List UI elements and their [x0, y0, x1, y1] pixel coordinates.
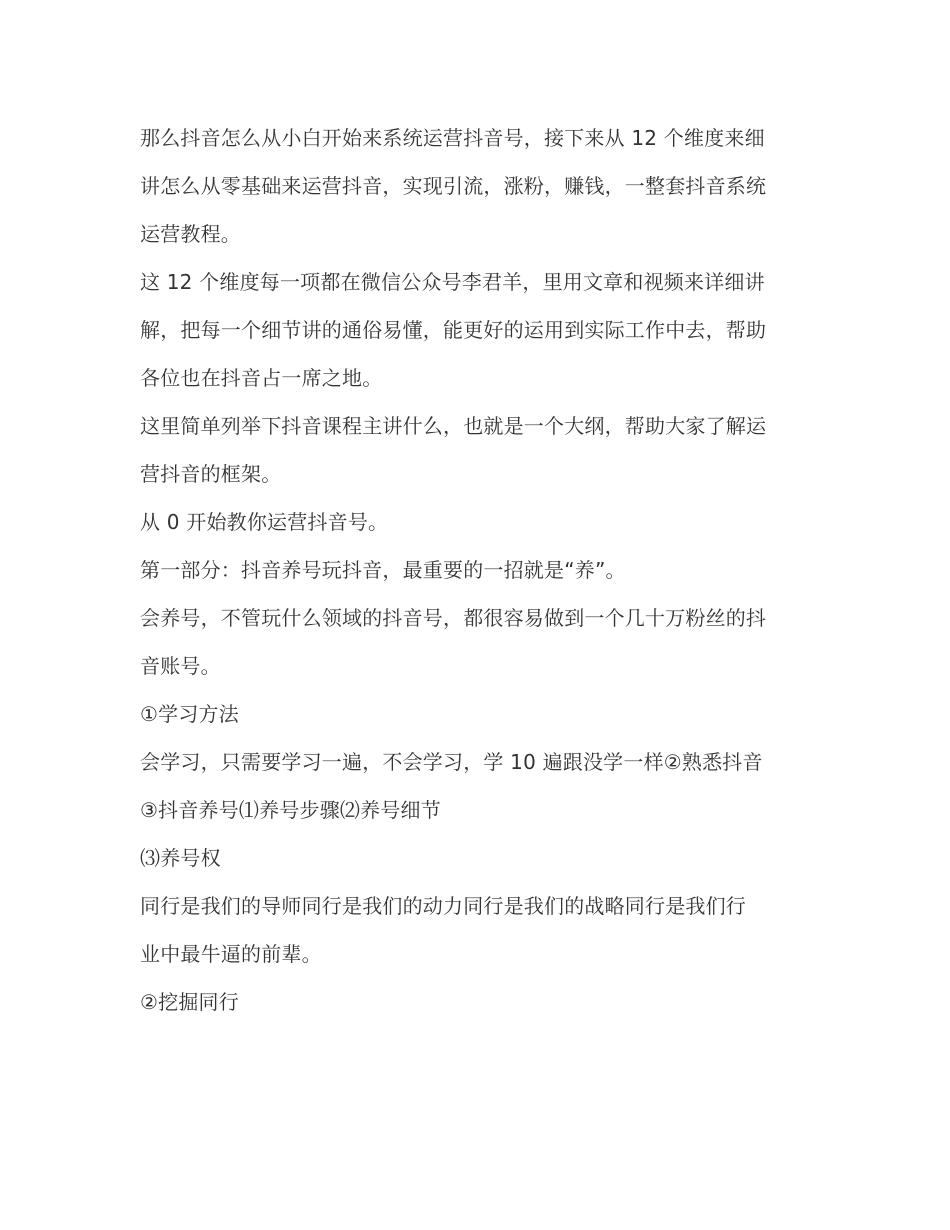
text-line: 各位也在抖音占一席之地。 — [140, 366, 383, 390]
text-line: 会学习，只需要学习一遍，不会学习，学 10 遍跟没学一样②熟悉抖音 — [140, 750, 763, 774]
text-line: 第一部分：抖音养号玩抖音，最重要的一招就是“养”。 — [140, 558, 626, 582]
text-line: ②挖掘同行 — [140, 990, 239, 1014]
text-line: ⑶养号权 — [140, 846, 221, 870]
text-line: 同行是我们的导师同行是我们的动力同行是我们的战略同行是我们行 — [140, 894, 746, 918]
text-line: 业中最牛逼的前辈。 — [140, 942, 322, 966]
text-line: 营抖音的框架。 — [140, 462, 282, 486]
text-line: 从 0 开始教你运营抖音号。 — [140, 510, 389, 534]
text-line: 运营教程。 — [140, 222, 241, 246]
text-line: 这里简单列举下抖音课程主讲什么，也就是一个大纲，帮助大家了解运 — [140, 414, 767, 438]
text-line: ③抖音养号⑴养号步骤⑵养号细节 — [140, 798, 441, 822]
text-line: 会养号，不管玩什么领域的抖音号，都很容易做到一个几十万粉丝的抖 — [140, 606, 767, 630]
text-line: 音账号。 — [140, 654, 221, 678]
text-line: 那么抖音怎么从小白开始来系统运营抖音号，接下来从 12 个维度来细 — [140, 126, 765, 150]
text-line: 讲怎么从零基础来运营抖音，实现引流，涨粉，赚钱，一整套抖音系统 — [140, 174, 767, 198]
document-body — [140, 114, 812, 1026]
text-line: 这 12 个维度每一项都在微信公众号李君羊，里用文章和视频来详细讲 — [140, 270, 765, 294]
text-line: ①学习方法 — [140, 702, 239, 726]
text-line: 解，把每一个细节讲的通俗易懂，能更好的运用到实际工作中去，帮助 — [140, 318, 767, 342]
